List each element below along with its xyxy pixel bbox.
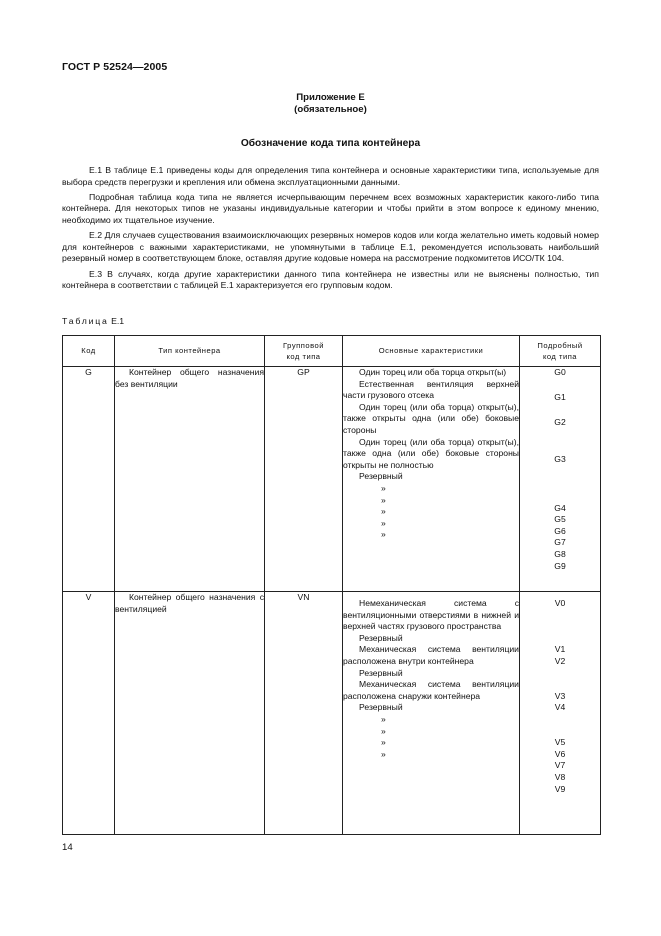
detail-code: V9 bbox=[554, 783, 566, 794]
cell-detail-codes bbox=[520, 367, 601, 592]
table-row bbox=[63, 367, 601, 592]
characteristic-item: Резервный bbox=[359, 667, 403, 678]
detail-code: G7 bbox=[554, 537, 566, 548]
characteristic-item: Резервный bbox=[359, 632, 403, 643]
detail-code: G8 bbox=[554, 548, 566, 559]
paragraph-e2: Е.2 Для случаев существования взаимоисключающих резервных номеров кодов или когда желательно иметь кодовый номер для контейнеров с важными характеристиками, не упомянутыми в таблице Е.1, рекомендуется использовать наибольший резервный номер в соответствующем блоке, оставляя другие кодовые номера на рассмотрение подкомитетов ИСО/ТК 104. bbox=[62, 230, 599, 264]
header-detail-line2: код типа bbox=[542, 352, 578, 361]
table-caption-word: Таблица bbox=[62, 316, 109, 326]
cell-characteristics bbox=[343, 367, 520, 592]
characteristic-item: Резервный bbox=[359, 471, 403, 482]
annex-status: (обязательное) bbox=[294, 104, 367, 115]
cell-container-type: Контейнер общего назначения с вентиляцией bbox=[115, 592, 265, 835]
cell-characteristics bbox=[343, 592, 520, 835]
characteristic-item: Один торец или оба торца открыт(ы) bbox=[359, 367, 507, 377]
detail-code: V0 bbox=[554, 598, 566, 608]
characteristic-item: Немеханическая система с вентиляционными отверстиями в нижней и верхней частях грузового пространства bbox=[343, 598, 519, 632]
container-type-code-table bbox=[62, 335, 601, 835]
header-characteristics: Основные характеристики bbox=[343, 336, 520, 367]
detail-code: V4 bbox=[554, 702, 566, 713]
detail-code: V8 bbox=[554, 771, 566, 782]
header-code: Код bbox=[63, 336, 115, 367]
annex-title: Приложение Е bbox=[296, 92, 365, 103]
cell-detail-codes bbox=[520, 592, 601, 835]
characteristic-item: » bbox=[381, 494, 386, 505]
detail-code: G1 bbox=[554, 392, 566, 403]
header-group-line2: код типа bbox=[286, 352, 321, 361]
detail-code: G0 bbox=[554, 367, 566, 377]
table-caption-number: Е.1 bbox=[111, 316, 125, 326]
paragraph-e3: Е.3 В случаях, когда другие характеристики данного типа контейнера не известны или не выяснены полностью, тип контейнера в соответствии с таблицей Е.1 характеризуется его групповым кодом. bbox=[62, 268, 599, 291]
header-group-line1: Групповой bbox=[283, 340, 324, 350]
detail-code: G4 bbox=[554, 502, 566, 513]
characteristic-item: Естественная вентиляция верхней части грузового отсека bbox=[343, 378, 519, 401]
characteristic-item: » bbox=[381, 713, 386, 724]
detail-code: V6 bbox=[554, 748, 566, 759]
cell-code: V bbox=[63, 592, 115, 835]
detail-code: V1 bbox=[554, 644, 566, 655]
annex-heading bbox=[0, 92, 661, 116]
section-title: Обозначение кода типа контейнера bbox=[240, 138, 421, 149]
header-group bbox=[265, 336, 343, 367]
cell-code: G bbox=[63, 367, 115, 592]
document-header: ГОСТ Р 52524—2005 bbox=[62, 61, 168, 73]
characteristic-item: » bbox=[381, 482, 386, 493]
detail-code: G2 bbox=[554, 417, 566, 428]
header-detail bbox=[520, 336, 601, 367]
detail-code: V5 bbox=[554, 737, 566, 748]
header-detail-line1: Подробный bbox=[537, 340, 583, 350]
detail-code: G9 bbox=[554, 560, 566, 571]
body-text bbox=[62, 165, 599, 295]
detail-code: G3 bbox=[554, 454, 566, 465]
characteristic-item: Резервный bbox=[359, 702, 403, 713]
table-row bbox=[63, 592, 601, 835]
cell-container-type: Контейнер общего назначения без вентиляции bbox=[115, 367, 265, 592]
header-type: Тип контейнера bbox=[115, 336, 265, 367]
paragraph-details: Подробная таблица кода типа не является исчерпывающим перечнем всех возможных характеристик какого-либо типа контейнера. Для некоторых типов не указаны индивидуальные категории и чтобы прийти в этом вопросе к единому мнению, необходимо их тщательное изучение. bbox=[62, 191, 599, 225]
characteristic-item: Механическая система вентиляции расположена снаружи контейнера bbox=[343, 679, 519, 701]
table-header-row bbox=[63, 336, 601, 367]
page-number: 14 bbox=[62, 842, 73, 853]
detail-code: G5 bbox=[554, 514, 566, 525]
characteristic-item: » bbox=[381, 506, 386, 517]
characteristic-item: » bbox=[381, 725, 386, 736]
characteristic-item: Один торец (или оба торца) открыт(ы), также открыты одна (или обе) боковые стороны bbox=[343, 401, 519, 435]
detail-code: G6 bbox=[554, 525, 566, 536]
cell-group-code: VN bbox=[265, 592, 343, 835]
characteristic-item: » bbox=[381, 529, 386, 540]
characteristic-item: Один торец (или оба торца) открыт(ы), также одна (или обе) боковые стороны открыты не полностью bbox=[343, 436, 519, 470]
characteristic-item: » bbox=[381, 517, 386, 528]
characteristic-item: Механическая система вентиляции расположена внутри контейнера bbox=[343, 644, 519, 666]
cell-group-code: GP bbox=[265, 367, 343, 592]
detail-code: V7 bbox=[554, 760, 566, 771]
detail-code: V2 bbox=[554, 655, 566, 666]
paragraph-e1: Е.1 В таблице Е.1 приведены коды для определения типа контейнера и основные характеристики типа, используемые для выбора средств перегрузки и крепления или обмена эксплуатационными данными. bbox=[62, 165, 599, 187]
detail-code: V3 bbox=[554, 690, 566, 701]
table-caption bbox=[62, 316, 124, 326]
characteristic-item: » bbox=[381, 748, 386, 759]
characteristic-item: » bbox=[381, 737, 386, 748]
